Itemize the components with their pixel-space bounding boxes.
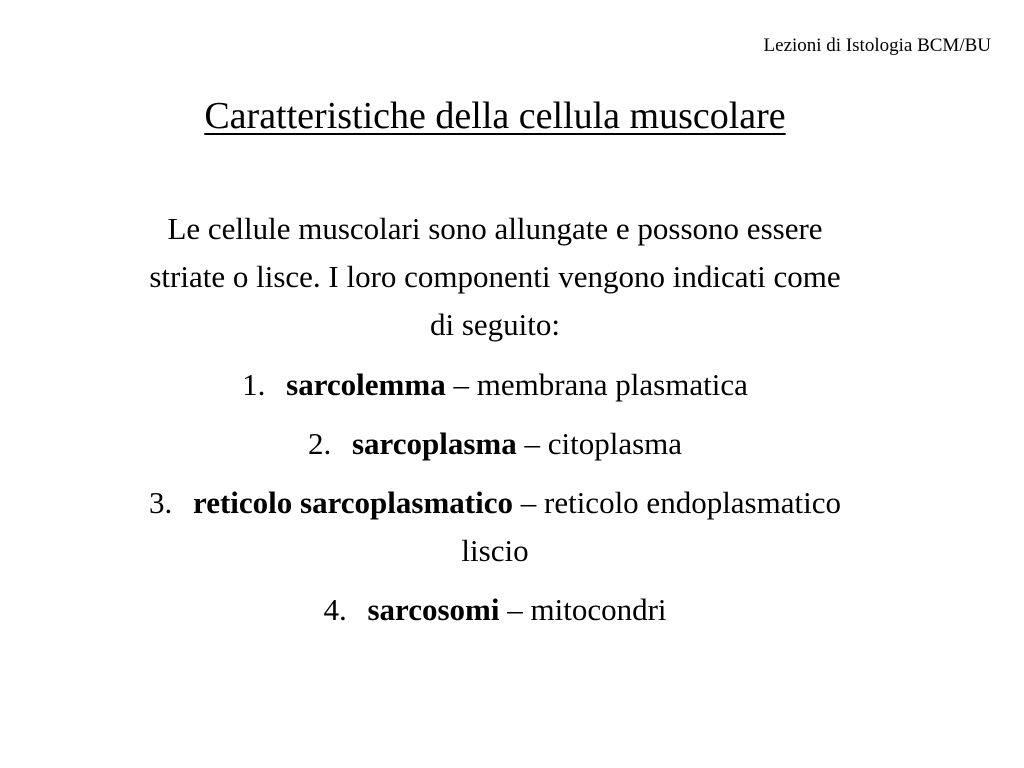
list-item-definition: mitocondri: [530, 592, 667, 627]
course-label: Lezioni di Istologia BCM/BU: [763, 35, 991, 56]
list-item-definition: membrana plasmatica: [476, 367, 748, 402]
list-item: [145, 479, 845, 575]
list-item: [145, 420, 845, 468]
list-item-separator: –: [516, 426, 548, 461]
list-item-number: 3.: [149, 485, 173, 520]
list-item-separator: –: [445, 367, 477, 402]
list-item-term: sarcolemma: [286, 367, 446, 402]
list-item-definition: reticolo endoplasmatico liscio: [461, 485, 841, 568]
list-item-separator: –: [499, 592, 531, 627]
list-item-term: sarcoplasma: [351, 426, 517, 461]
slide-title-text: Caratteristiche della cellula muscolare: [204, 95, 786, 137]
intro-paragraph: Le cellule muscolari sono allungate e possono essere striate o lisce. I loro componenti vengono indicati come di seguito:: [149, 211, 841, 342]
list-item-number: 1.: [242, 367, 266, 402]
list-item: [145, 586, 845, 634]
list-item-term: reticolo sarcoplasmatico: [193, 485, 513, 520]
components-list: [145, 361, 845, 634]
list-item-number: 4.: [323, 592, 347, 627]
slide-title: [0, 93, 990, 139]
list-item-term: sarcosomi: [367, 592, 500, 627]
list-item-number: 2.: [307, 426, 332, 461]
list-item-definition: citoplasma: [547, 426, 683, 461]
slide-body: [145, 205, 845, 645]
list-item-separator: –: [513, 485, 544, 520]
list-item: [145, 361, 845, 409]
